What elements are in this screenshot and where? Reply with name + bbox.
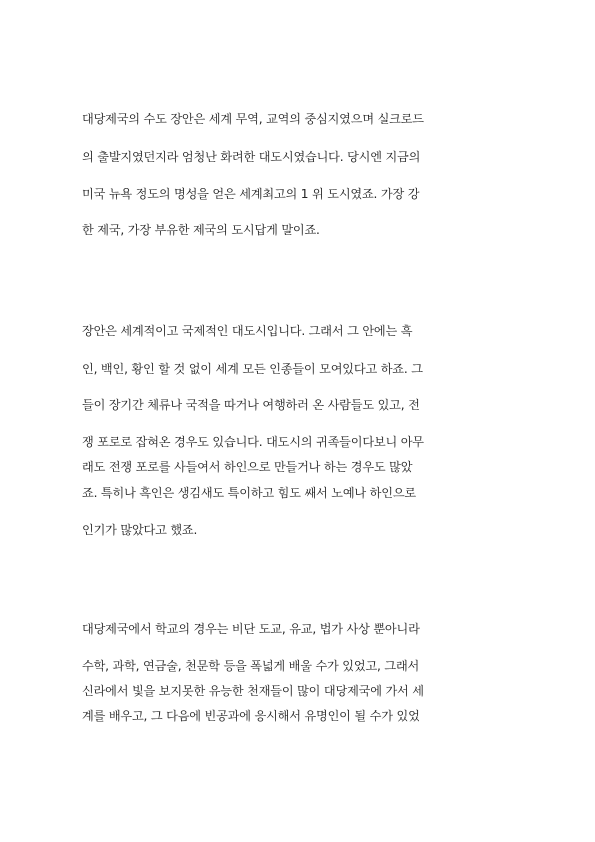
- paragraph-line: 인기가 많았다고 했죠.: [82, 523, 198, 537]
- paragraph-line: 들이 장기간 체류나 국적을 따거나 여행하러 온 사람들도 있고, 전: [82, 398, 420, 412]
- paragraph-line: 의 출발지였던지라 엄청난 화려한 대도시였습니다. 당시엔 지금의: [82, 150, 421, 164]
- paragraph-line: 한 제국, 가장 부유한 제국의 도시답게 말이죠.: [82, 223, 320, 237]
- paragraph-line: 쟁 포로로 잡혀온 경우도 있습니다. 대도시의 귀족들이다보니 아무: [82, 435, 424, 449]
- paragraph-line: 대당제국의 수도 장안은 세계 무역, 교역의 중심지였으며 실크로드: [82, 112, 424, 126]
- paragraph-line: 미국 뉴욕 정도의 명성을 얻은 세계최고의 1 위 도시였죠. 가장 강: [82, 187, 420, 201]
- paragraph-line: 수학, 과학, 연금술, 천문학 등을 폭넓게 배울 수가 있었고, 그래서: [82, 659, 420, 673]
- paragraph-line: 대당제국에서 학교의 경우는 비단 도교, 유교, 법가 사상 뿐아니라: [82, 622, 420, 636]
- paragraph-line: 신라에서 빛을 보지못한 유능한 천재들이 많이 대당제국에 가서 세: [82, 684, 424, 698]
- paragraph-line: 죠. 특히나 흑인은 생김새도 특이하고 힘도 쌔서 노예나 하인으로: [82, 486, 416, 500]
- paragraph-line: 장안은 세계적이고 국제적인 대도시입니다. 그래서 그 안에는 흑: [82, 324, 413, 338]
- paragraph-line: 계를 배우고, 그 다음에 빈공과에 응시해서 유명인이 될 수가 있었: [82, 709, 420, 723]
- paragraph-line: 인, 백인, 황인 할 것 없이 세계 모든 인종들이 모여있다고 하죠. 그: [82, 362, 423, 376]
- paragraph-line: 래도 전쟁 포로를 사들여서 하인으로 만들거나 하는 경우도 많았: [82, 460, 413, 474]
